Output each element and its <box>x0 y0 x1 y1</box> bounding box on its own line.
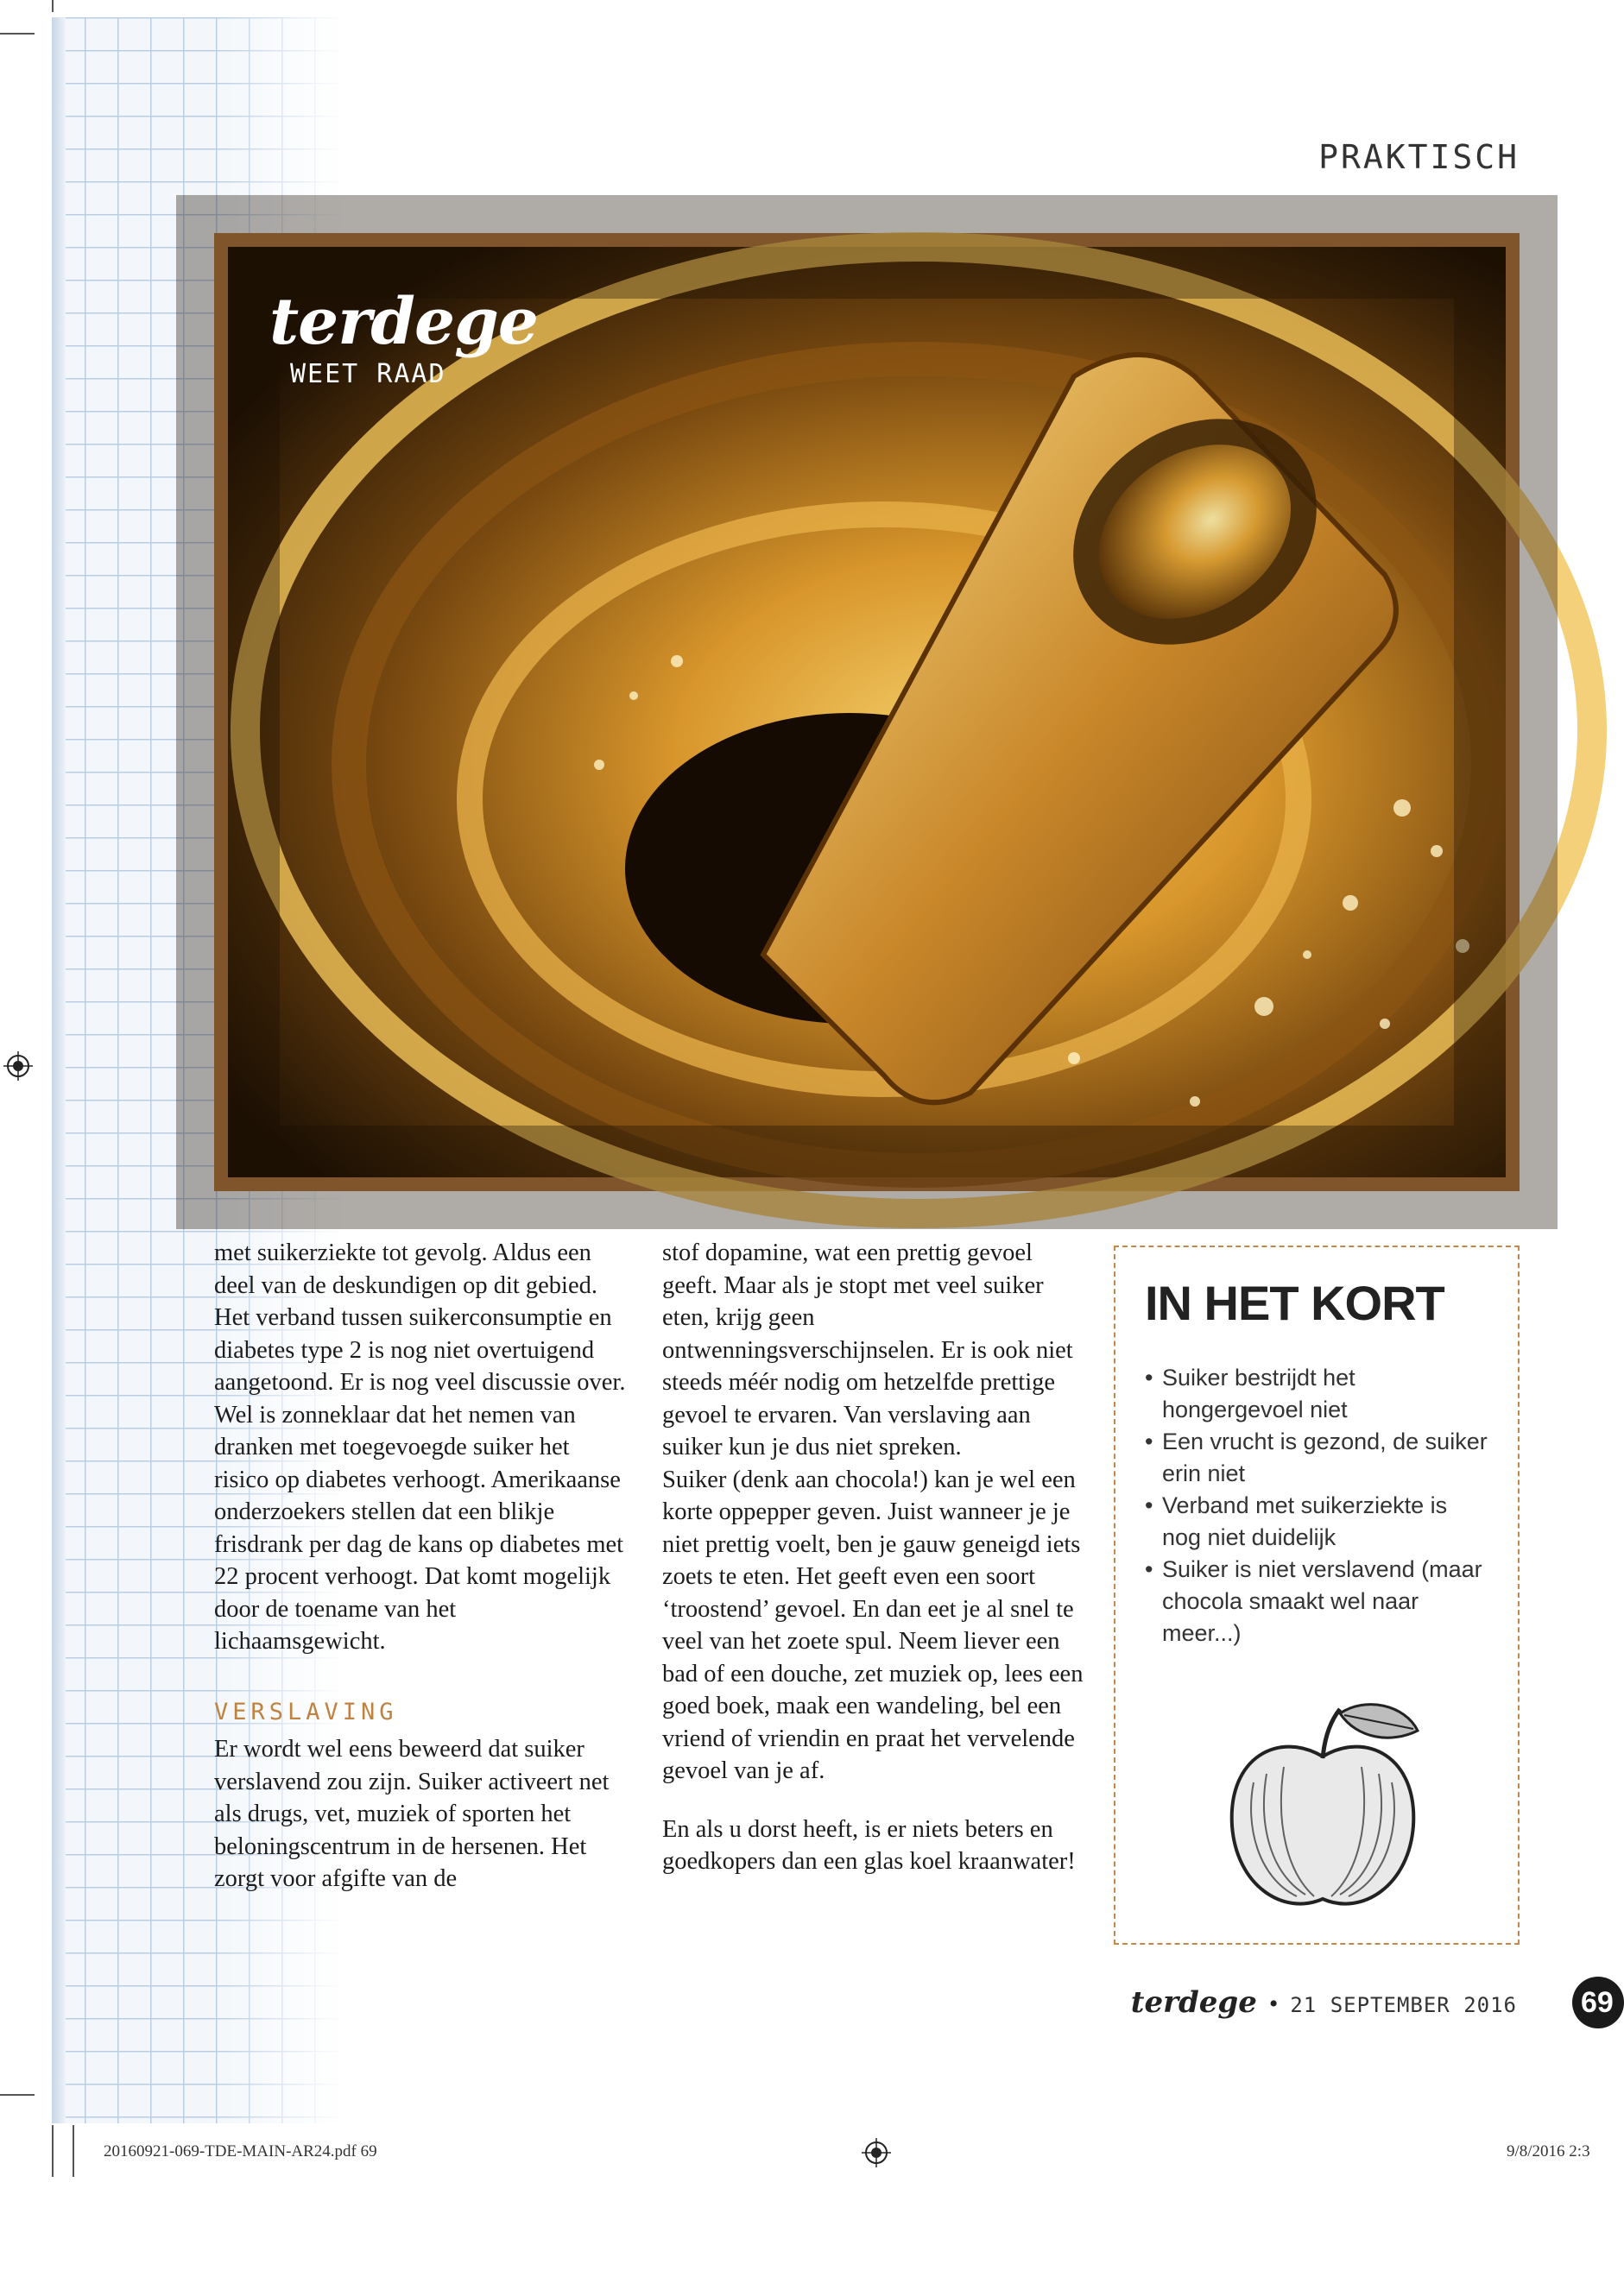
paragraph: stof dopamine, wat een prettig gevoel geeft. Maar als je stopt met veel suiker eten, krijg geen ontwenningsverschijnselen. Er is ook niet steeds méér nodig om hetzelfde prettige gevoel te ervaren. Van verslaving aan suiker kun je dus niet spreken. <box>662 1239 1073 1460</box>
paragraph: met suikerziekte tot gevolg. Aldus een deel van de deskundigen op dit gebied. <box>214 1239 598 1299</box>
issue-date: 21 SEPTEMBER 2016 <box>1290 1993 1517 2017</box>
hero-photo-frame <box>214 233 1520 1191</box>
apple-illustration-icon <box>1219 1696 1426 1921</box>
subheading: VERSLAVING <box>214 1698 398 1725</box>
crop-mark <box>52 2125 54 2177</box>
paragraph: Er wordt wel eens beweerd dat suiker verslavend zou zijn. Suiker activeert net als drugs, vet, muziek of sporten het beloningscentrum in de hersenen. Het zorgt voor afgifte van de <box>214 1736 610 1892</box>
article-column-1 <box>214 1237 629 1895</box>
grid-paper-edge <box>52 17 66 2123</box>
summary-list <box>1145 1362 1488 1649</box>
sidebar-title: IN HET KORT <box>1145 1276 1444 1330</box>
registration-mark-icon <box>862 2138 891 2167</box>
list-item: • Suiker bestrijdt het hongergevoel niet <box>1145 1362 1488 1426</box>
print-slug-file: 20160921-069-TDE-MAIN-AR24.pdf 69 <box>104 2142 377 2160</box>
print-slug-date: 9/8/2016 2:3 <box>1507 2142 1590 2160</box>
in-het-kort-box <box>1114 1246 1520 1945</box>
list-item: • Verband met suikerziekte is nog niet duidelijk <box>1145 1490 1488 1554</box>
page-footer <box>1131 1985 1517 2020</box>
can-tab-photo <box>228 247 1506 1177</box>
crop-mark <box>0 33 35 35</box>
footer-separator: • <box>1268 1990 1279 2018</box>
logo-subtitle: WEET RAAD <box>290 359 446 389</box>
page-number: 69 <box>1572 1977 1624 2028</box>
list-item: • Suiker is niet verslavend (maar chocola smaakt wel naar meer...) <box>1145 1554 1488 1649</box>
paragraph: En als u dorst heeft, is er niets beters en goedkopers dan een glas koel kraanwater! <box>662 1815 1076 1875</box>
crop-mark <box>0 2094 35 2096</box>
terdege-logo <box>269 285 538 389</box>
crop-mark <box>52 0 54 12</box>
crop-mark <box>73 2125 74 2177</box>
registration-mark-icon <box>3 1051 33 1081</box>
section-label: PRAKTISCH <box>1318 138 1520 176</box>
logo-word: terdege <box>269 285 538 359</box>
list-item: • Een vrucht is gezond, de suiker erin niet <box>1145 1426 1488 1490</box>
article-column-2 <box>662 1237 1085 1878</box>
footer-brand: terdege <box>1130 1985 1257 2020</box>
paragraph: Suiker (denk aan chocola!) kan je wel een korte oppepper geven. Juist wanneer je je niet prettig voelt, ben je gauw geneigd iets zoets te eten. Het geeft even een soort ‘troostend’ gevoel. En dan eet je al snel te veel van het zoete spul. Neem liever een bad of een douche, zet muziek op, lees een goed boek, maak een wandeling, bel een vriend of vriendin en praat het vervelende gevoel van je af. <box>662 1466 1084 1784</box>
paragraph: Het verband tussen suikerconsumptie en diabetes type 2 is nog niet overtuigend aangetoond. Er is nog veel discussie over. Wel is zonneklaar dat het nemen van dranken met toegevoegde suiker het risico op diabetes verhoogt. Amerikaanse onderzoekers stellen dat een blikje frisdrank per dag de kans op diabetes met 22 procent verhoogt. Dat komt mogelijk door de toename van het lichaamsgewicht. <box>214 1304 626 1655</box>
